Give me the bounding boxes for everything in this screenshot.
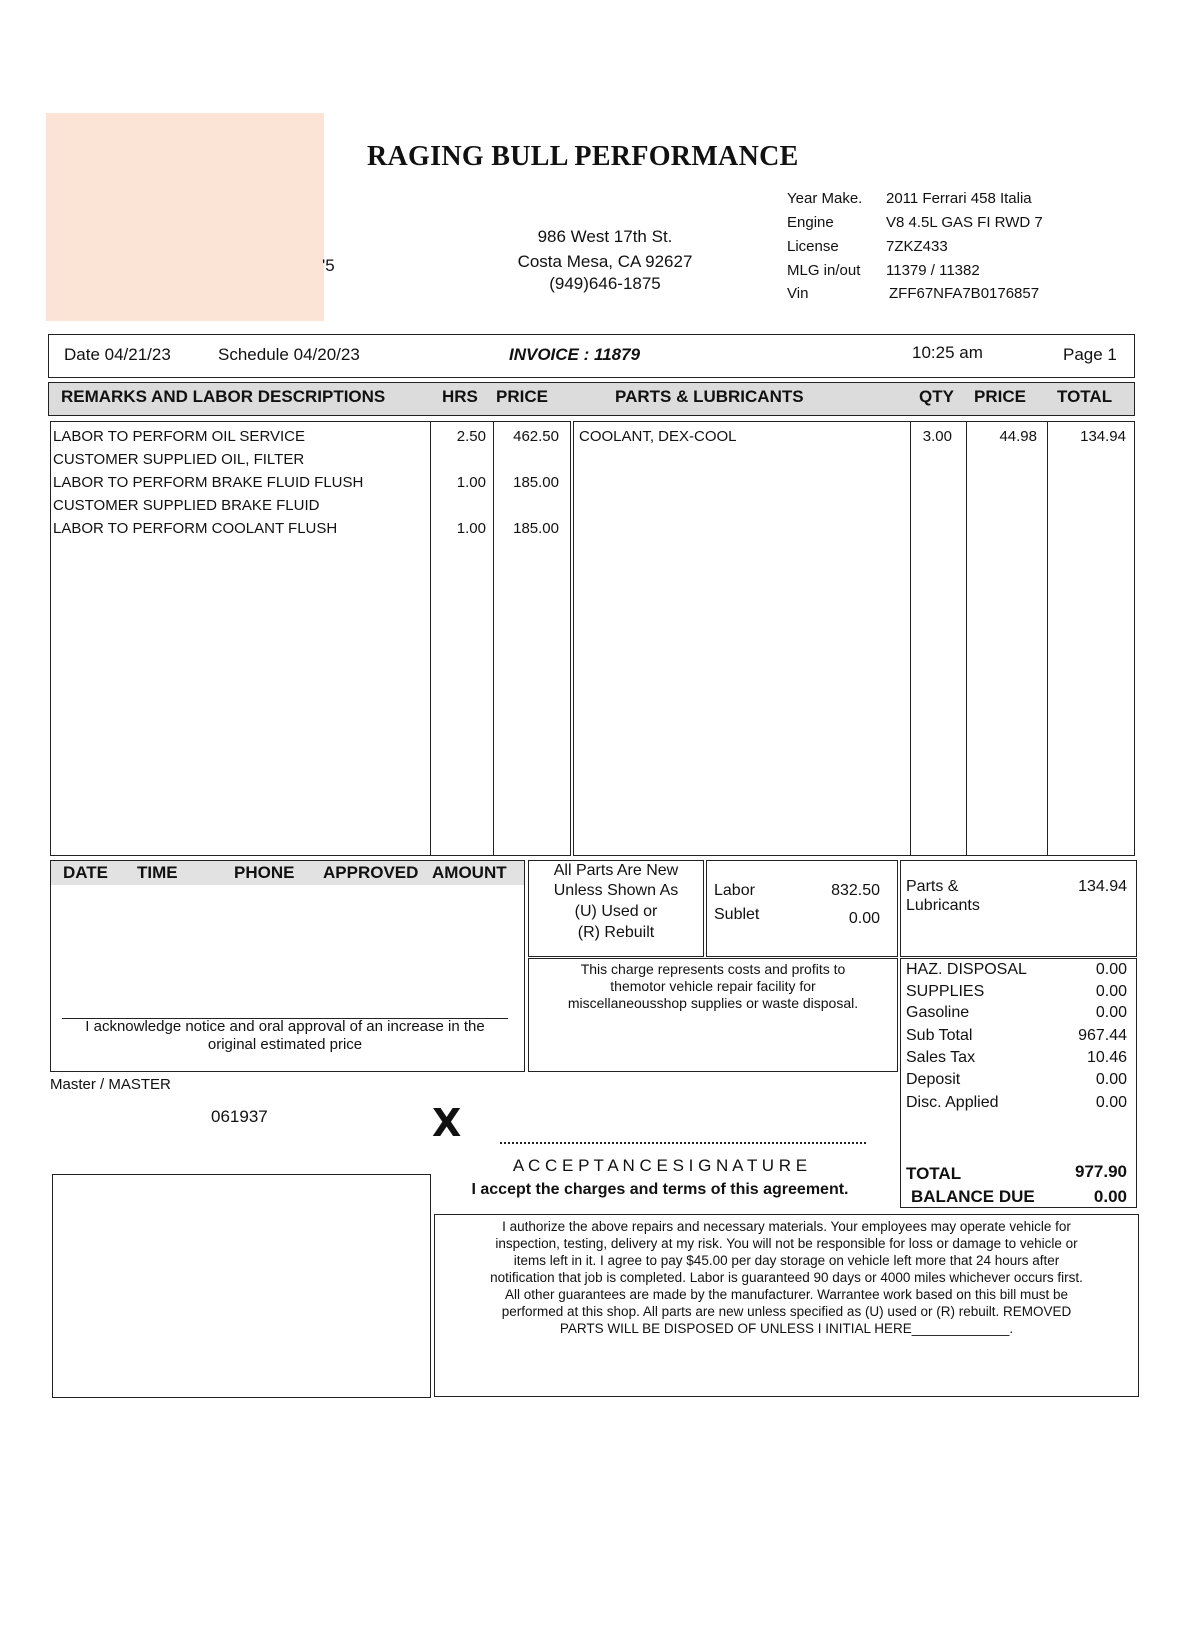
parts-table — [573, 421, 1135, 856]
approval-amount-header: AMOUNT — [432, 863, 507, 882]
totals-row-label: Gasoline — [906, 1004, 970, 1021]
labor-summary-value: 832.50 — [831, 882, 880, 899]
parts-note-line4: (R) Rebuilt — [577, 924, 655, 941]
totals-row-value: 0.00 — [1095, 961, 1127, 978]
header-hrs: HRS — [442, 387, 478, 406]
charge-note-line2: themotor vehicle repair facility for — [610, 978, 816, 994]
labor-row-hrs: 2.50 — [456, 428, 486, 445]
parts-row-desc: COOLANT, DEX-COOL — [579, 428, 737, 445]
shop-name: RAGING BULL PERFORMANCE — [367, 141, 799, 172]
terms-line: notification that job is completed. Labor is guaranteed 90 days or 4000 miles whichever occurs first. — [490, 1270, 1083, 1285]
vin-value: ZFF67NFA7B0176857 — [889, 285, 1040, 302]
license-label: License — [787, 238, 839, 255]
labor-row-desc: CUSTOMER SUPPLIED OIL, FILTER — [53, 451, 305, 468]
payment-method: Master / MASTER — [50, 1076, 171, 1093]
acceptance-signature-title: A C C E P T A N C E S I G N A T U R E — [512, 1156, 808, 1175]
labor-row-desc: LABOR TO PERFORM COOLANT FLUSH — [53, 520, 338, 537]
balance-due-label: BALANCE DUE — [911, 1187, 1035, 1206]
engine-value: V8 4.5L GAS FI RWD 7 — [886, 214, 1043, 231]
labor-divider-hrs — [430, 421, 431, 856]
payment-auth-code: 061937 — [211, 1107, 268, 1126]
terms-line: I authorize the above repairs and necessary materials. Your employees may operate vehicle for — [502, 1219, 1071, 1234]
schedule-date: Schedule 04/20/23 — [218, 345, 360, 364]
parts-summary-label2: Lubricants — [906, 897, 980, 914]
header-price: PRICE — [496, 387, 548, 406]
mileage-label: MLG in/out — [787, 262, 861, 279]
parts-summary-label1: Parts & — [906, 878, 959, 895]
labor-summary-label: Labor — [714, 882, 755, 899]
license-value: 7ZKZ433 — [886, 238, 948, 255]
header-parts-price: PRICE — [974, 387, 1026, 406]
parts-row-price: 44.98 — [999, 428, 1037, 445]
totals-row-label: Disc. Applied — [906, 1094, 999, 1111]
header-qty: QTY — [919, 387, 954, 406]
terms-line: items left in it. I agree to pay $45.00 per day storage on vehicle left more that 24 hours after — [513, 1253, 1060, 1268]
labor-row-price: 185.00 — [513, 474, 559, 491]
invoice-date: Date 04/21/23 — [64, 345, 171, 364]
totals-row-label: Sales Tax — [906, 1049, 976, 1066]
approval-date-header: DATE — [63, 863, 109, 882]
balance-due-value: 0.00 — [1093, 1187, 1127, 1206]
terms-line: performed at this shop. All parts are new unless specified as (U) used or (R) rebuilt. REMOVED — [501, 1304, 1072, 1319]
labor-divider-price — [493, 421, 494, 856]
labor-row-hrs: 1.00 — [456, 474, 486, 491]
signature-x-mark: X — [432, 1101, 462, 1145]
parts-row-qty: 3.00 — [922, 428, 952, 445]
totals-row-value: 967.44 — [1078, 1027, 1127, 1044]
parts-note-line1: All Parts Are New — [553, 862, 679, 879]
shop-phone: (949)646-1875 — [549, 274, 661, 293]
totals-row-label: Sub Total — [906, 1027, 973, 1044]
totals-row-value: 0.00 — [1095, 1094, 1127, 1111]
labor-row-desc: LABOR TO PERFORM OIL SERVICE — [53, 428, 306, 445]
terms-line: inspection, testing, delivery at my risk. You will not be responsible for loss or damage to vehicle or — [495, 1236, 1078, 1251]
labor-row-price: 462.50 — [513, 428, 559, 445]
parts-summary-value: 134.94 — [1078, 878, 1127, 895]
totals-row-value: 0.00 — [1095, 983, 1127, 1000]
parts-divider-qty — [910, 421, 911, 856]
mileage-value: 11379 / 11382 — [886, 262, 980, 279]
header-parts: PARTS & LUBRICANTS — [615, 387, 804, 406]
customer-suffix: '5 — [322, 256, 335, 275]
page-number: Page 1 — [1063, 345, 1117, 364]
year-make-label: Year Make. — [787, 190, 863, 207]
approval-ack-line1: I acknowledge notice and oral approval of an increase in the — [85, 1018, 485, 1035]
totals-row-label: Deposit — [906, 1071, 961, 1088]
labor-row-price: 185.00 — [513, 520, 559, 537]
engine-label: Engine — [787, 214, 834, 231]
totals-row-value: 0.00 — [1095, 1004, 1127, 1021]
header-total: TOTAL — [1057, 387, 1113, 406]
labor-row-hrs: 1.00 — [456, 520, 486, 537]
invoice-time: 10:25 am — [912, 343, 983, 362]
parts-note-line3: (U) Used or — [574, 903, 658, 920]
year-make-value: 2011 Ferrari 458 Italia — [886, 190, 1032, 207]
parts-divider-price — [966, 421, 967, 856]
acceptance-statement: I accept the charges and terms of this agreement. — [471, 1181, 849, 1198]
total-value: 977.90 — [1075, 1162, 1127, 1181]
totals-row-label: SUPPLIES — [906, 983, 985, 1000]
labor-row-desc: LABOR TO PERFORM BRAKE FLUID FLUSH — [53, 474, 364, 491]
terms-line: PARTS WILL BE DISPOSED OF UNLESS I INITIAL HERE_____________. — [559, 1321, 1014, 1336]
charge-note-line1: This charge represents costs and profits to — [580, 961, 846, 977]
totals-row-value: 0.00 — [1095, 1071, 1127, 1088]
blank-stamp-box — [52, 1174, 431, 1398]
labor-row-desc: CUSTOMER SUPPLIED BRAKE FLUID — [53, 497, 320, 514]
signature-line[interactable] — [500, 1142, 866, 1144]
parts-note-line2: Unless Shown As — [553, 882, 679, 899]
redacted-customer-info — [46, 113, 324, 321]
total-label: TOTAL — [906, 1164, 962, 1183]
approval-phone-header: PHONE — [234, 863, 295, 882]
approval-time-header: TIME — [137, 863, 178, 882]
terms-line: All other guarantees are made by the manufacturer. Warrantee work based on this bill must be — [504, 1287, 1069, 1302]
shop-address-line2: Costa Mesa, CA 92627 — [517, 252, 693, 271]
parts-divider-total — [1047, 421, 1048, 856]
totals-row-value: 10.46 — [1086, 1049, 1127, 1066]
shop-address-line1: 986 West 17th St. — [537, 227, 673, 246]
parts-row-total: 134.94 — [1080, 428, 1126, 445]
invoice-number: INVOICE : 11879 — [509, 345, 641, 364]
approval-ack-line2: original estimated price — [207, 1036, 363, 1053]
totals-row-label: HAZ. DISPOSAL — [906, 961, 1027, 978]
sublet-label: Sublet — [714, 906, 760, 923]
header-remarks: REMARKS AND LABOR DESCRIPTIONS — [61, 387, 386, 406]
sublet-value: 0.00 — [848, 910, 880, 927]
charge-note-line3: miscellaneousshop supplies or waste disposal. — [567, 995, 859, 1011]
approval-approved-header: APPROVED — [323, 863, 419, 882]
vin-label: Vin — [787, 285, 809, 302]
